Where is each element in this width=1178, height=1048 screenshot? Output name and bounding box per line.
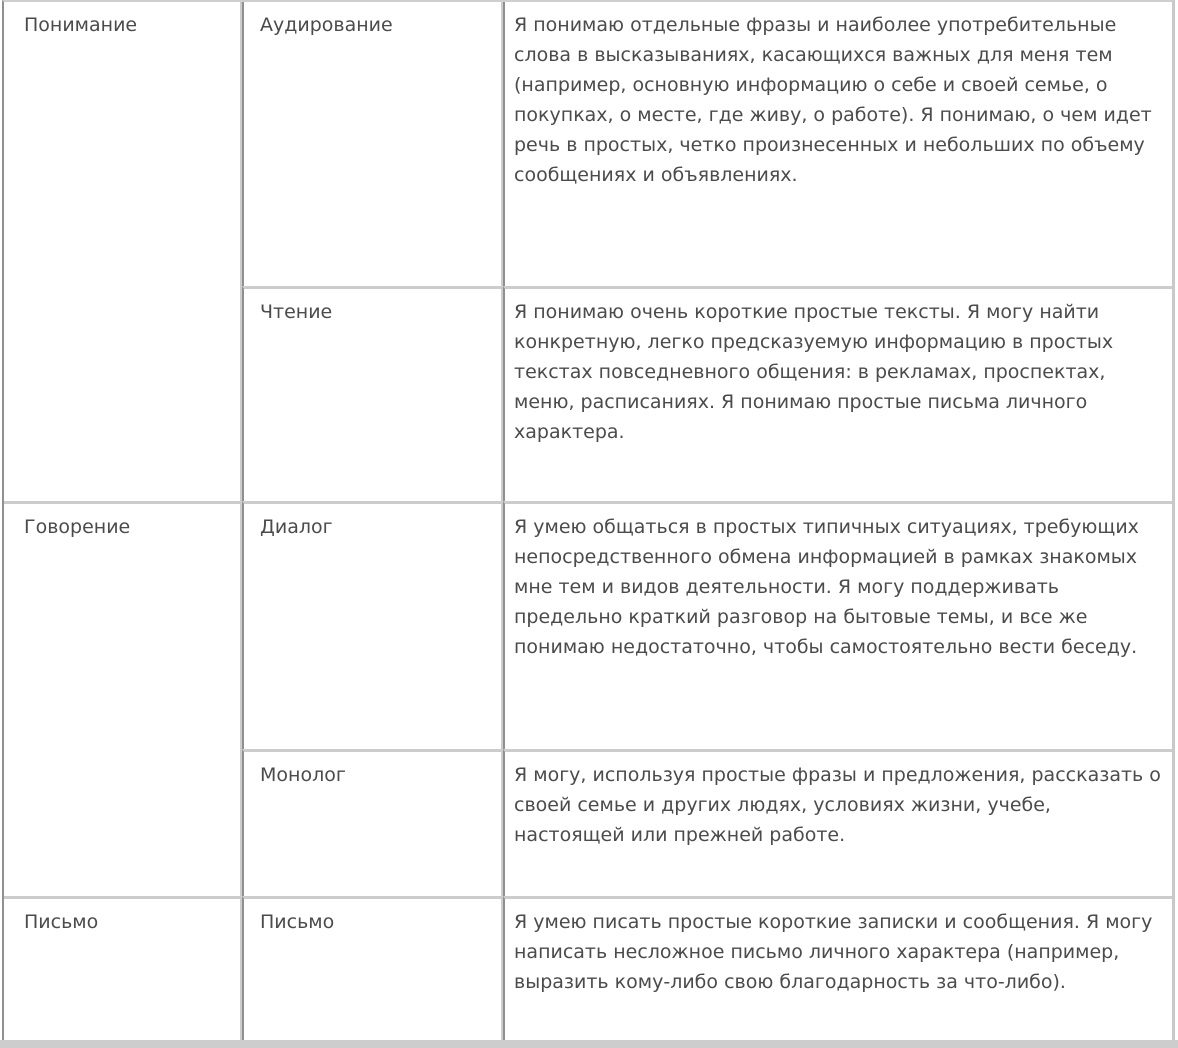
category-cell-writing: Письмо [4, 896, 242, 1040]
skill-cell-dialogue: Диалог [242, 501, 503, 749]
skill-cell-writing: Письмо [242, 896, 503, 1040]
skill-cell-reading: Чтение [242, 286, 503, 501]
skill-cell-listening: Аудирование [242, 2, 503, 286]
table-row [4, 896, 1172, 1040]
table-row [4, 501, 1172, 749]
description-cell-dialogue: Я умею общаться в простых типичных ситуациях, требующих непосредственного обмена информацией в рамках знакомых мне тем и видов деятельности. Я могу поддерживать предельно краткий разговор на бытовые темы, и все же понимаю недостаточно, чтобы самостоятельно вести беседу. [503, 501, 1172, 749]
skill-cell-monologue: Монолог [242, 749, 503, 896]
description-cell-reading: Я понимаю очень короткие простые тексты. Я могу найти конкретную, легко предсказуемую информацию в простых текстах повседневного общения: в рекламах, проспектах, меню, расписаниях. Я понимаю простые письма личного характера. [503, 286, 1172, 501]
category-cell-understanding: Понимание [4, 2, 242, 501]
category-cell-speaking: Говорение [4, 501, 242, 896]
table-row [4, 2, 1172, 286]
description-cell-listening: Я понимаю отдельные фразы и наиболее употребительные слова в высказываниях, касающихся важных для меня тем (например, основную информацию о себе и своей семье, о покупках, о месте, где живу, о работе). Я понимаю, о чем идет речь в простых, четко произнесенных и небольших по объему сообщениях и объявлениях. [503, 2, 1172, 286]
bottom-edge-strip [0, 1040, 1178, 1048]
description-cell-writing: Я умею писать простые короткие записки и сообщения. Я могу написать несложное письмо личного характера (например, выразить кому-либо свою благодарность за что-либо). [503, 896, 1172, 1040]
description-cell-monologue: Я могу, используя простые фразы и предложения, рассказать о своей семье и других людях, условиях жизни, учебе, настоящей или прежней работе. [503, 749, 1172, 896]
language-skills-table [2, 0, 1175, 1040]
